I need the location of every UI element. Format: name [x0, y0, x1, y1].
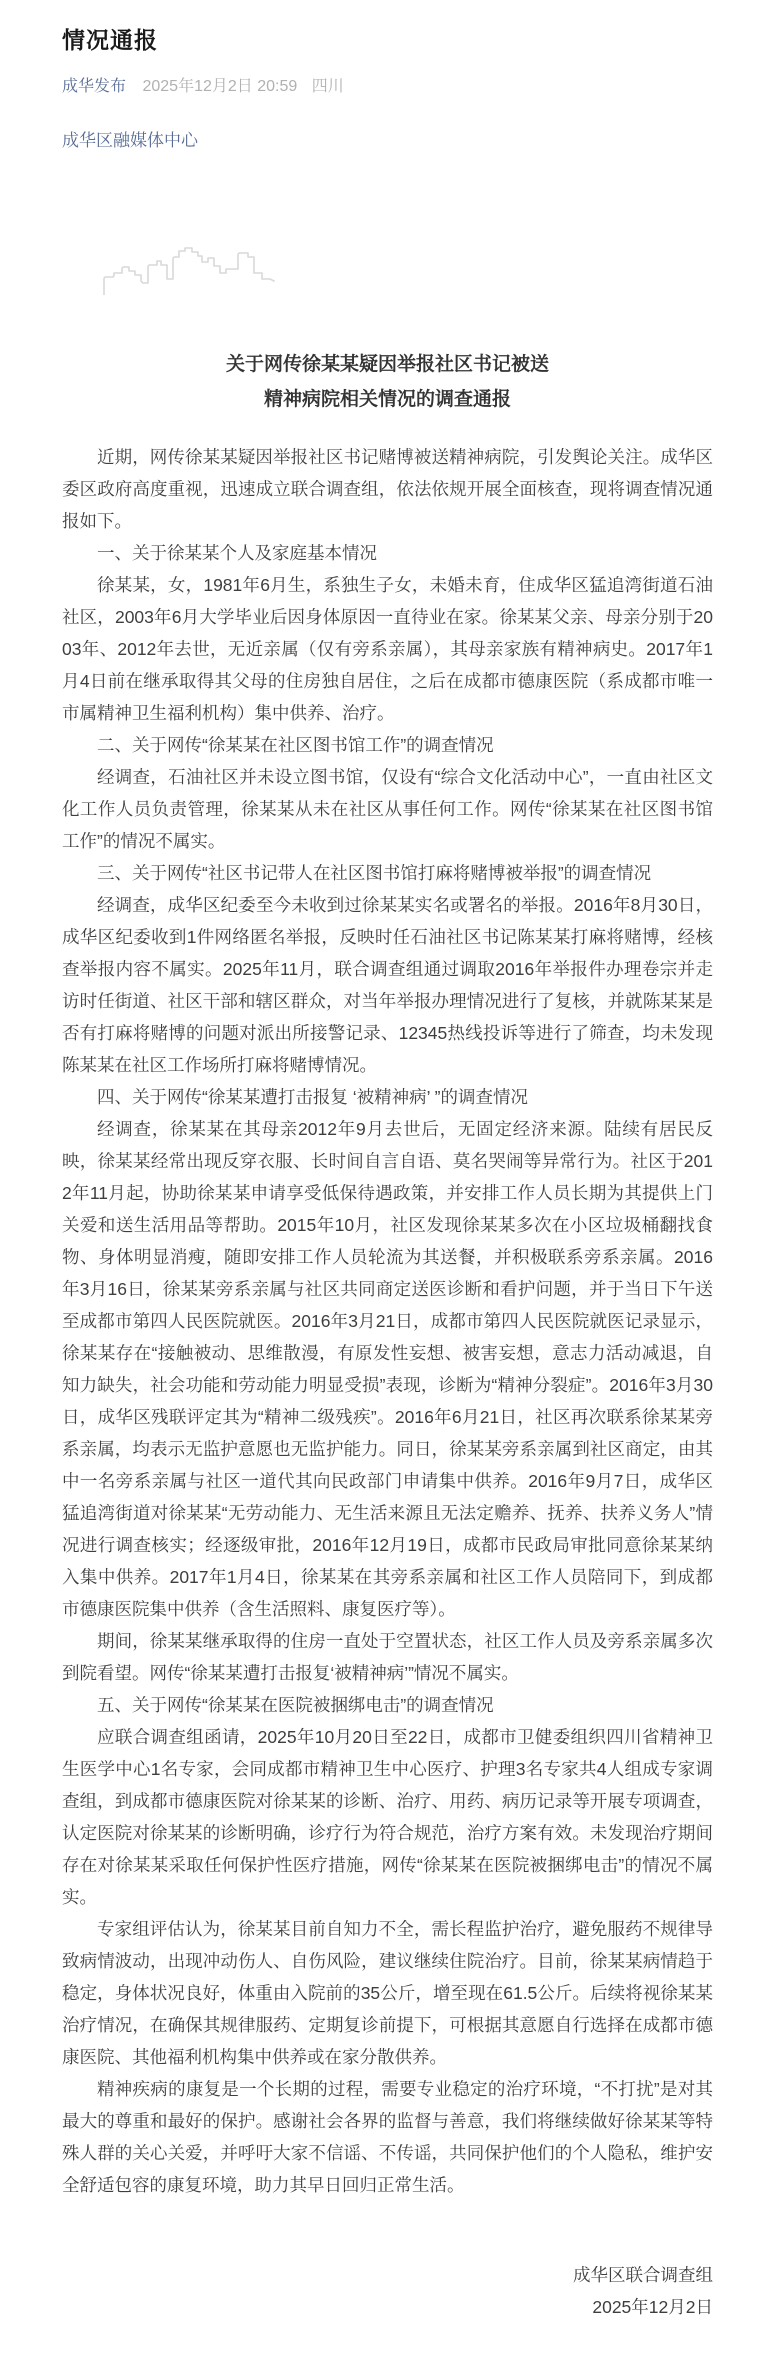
article-paragraph: 经调查，成华区纪委至今未收到过徐某某实名或署名的举报。2016年8月30日，成华区纪委收到1件网络匿名举报，反映时任石油社区书记陈某某打麻将赌博，经核查举报内容不属实。2025年11月，联合调查组通过调取2016年举报件办理卷宗并走访时任街道、社区干部和辖区群众，对当年举报办理情况进行了复核，并就陈某某是否有打麻将赌博的问题对派出所接警记录、12345热线投诉等进行了筛查，均未发现陈某某在社区工作场所打麻将赌博情况。	[62, 895, 713, 1075]
section-heading: 三、关于网传“社区书记带人在社区图书馆打麻将赌博被举报”的调查情况	[97, 863, 652, 883]
article-meta	[62, 73, 713, 96]
article-header-image[interactable]	[62, 165, 713, 333]
publish-timestamp: 2025年12月2日 20:59	[142, 78, 298, 95]
signature-line: 2025年12月2日	[592, 2297, 713, 2317]
section-heading: 二、关于网传“徐某某在社区图书馆工作”的调查情况	[97, 735, 494, 755]
notice-title	[62, 347, 713, 417]
article-body	[62, 441, 713, 2323]
publish-region: 四川	[311, 78, 344, 95]
article-paragraph: 近期，网传徐某某疑因举报社区书记赌博被送精神病院，引发舆论关注。成华区委区政府高度重视，迅速成立联合调查组，依法依规开展全面核查，现将调查情况通报如下。	[62, 447, 713, 531]
section-heading: 五、关于网传“徐某某在医院被捆绑电击”的调查情况	[97, 1695, 494, 1715]
page-title: 情况通报	[62, 27, 158, 53]
city-skyline-icon	[102, 243, 280, 295]
article-paragraph: 应联合调查组函请，2025年10月20日至22日，成都市卫健委组织四川省精神卫生医学中心1名专家，会同成都市精神卫生中心医疗、护理3名专家共4人组成专家调查组，到成都市德康医院对徐某某的诊断、治疗、用药、病历记录等开展专项调查，认定医院对徐某某的诊断明确，诊疗行为符合规范，治疗方案有效。未发现治疗期间存在对徐某某采取任何保护性医疗措施，网传“徐某某在医院被捆绑电击”的情况不属实。	[62, 1727, 713, 1907]
channel-link[interactable]: 成华区融媒体中心	[62, 131, 198, 150]
notice-title-line2: 精神病院相关情况的调查通报	[263, 389, 511, 410]
article-paragraph: 经调查，石油社区并未设立图书馆，仅设有“综合文化活动中心”，一直由社区文化工作人员负责管理，徐某某从未在社区从事任何工作。网传“徐某某在社区图书馆工作”的情况不属实。	[62, 767, 713, 851]
notice-title-line1: 关于网传徐某某疑因举报社区书记被送	[225, 354, 549, 375]
article-paragraph: 期间，徐某某继承取得的住房一直处于空置状态，社区工作人员及旁系亲属多次到院看望。网传“徐某某遭打击报复‘被精神病’”情况不属实。	[62, 1631, 713, 1683]
article-paragraph: 精神疾病的康复是一个长期的过程，需要专业稳定的治疗环境，“不打扰”是对其最大的尊重和最好的保护。感谢社会各界的监督与善意，我们将继续做好徐某某等特殊人群的关心关爱，并呼吁大家不信谣、不传谣，共同保护他们的个人隐私，维护安全舒适包容的康复环境，助力其早日回归正常生活。	[62, 2079, 713, 2195]
section-heading: 四、关于网传“徐某某遭打击报复 ‘被精神病’ ”的调查情况	[97, 1087, 529, 1107]
section-heading: 一、关于徐某某个人及家庭基本情况	[97, 543, 377, 563]
signature-line: 成华区联合调查组	[573, 2265, 713, 2285]
article-paragraph: 经调查，徐某某在其母亲2012年9月去世后，无固定经济来源。陆续有居民反映，徐某某经常出现反穿衣服、长时间自言自语、莫名哭闹等异常行为。社区于2012年11月起，协助徐某某申请享受低保待遇政策，并安排工作人员长期为其提供上门关爱和送生活用品等帮助。2015年10月，社区发现徐某某多次在小区垃圾桶翻找食物、身体明显消瘦，随即安排工作人员轮流为其送餐，并积极联系旁系亲属。2016年3月16日，徐某某旁系亲属与社区共同商定送医诊断和看护问题，并于当日下午送至成都市第四人民医院就医。2016年3月21日，成都市第四人民医院就医记录显示，徐某某存在“接触被动、思维散漫，有原发性妄想、被害妄想，意志力活动减退，自知力缺失，社会功能和劳动能力明显受损”表现，诊断为“精神分裂症”。2016年3月30日，成华区残联评定其为“精神二级残疾”。2016年6月21日，社区再次联系徐某某旁系亲属，均表示无监护意愿也无监护能力。同日，徐某某旁系亲属到社区商定，由其中一名旁系亲属与社区一道代其向民政部门申请集中供养。2016年9月7日，成华区猛追湾街道对徐某某“无劳动能力、无生活来源且无法定赡养、抚养、扶养义务人”情况进行调查核实；经逐级审批，2016年12月19日，成都市民政局审批同意徐某某纳入集中供养。2017年1月4日，徐某某在其旁系亲属和社区工作人员陪同下，到成都市德康医院集中供养（含生活照料、康复医疗等）。	[62, 1119, 713, 1619]
account-name-link[interactable]: 成华发布	[62, 78, 127, 95]
article-paragraph: 专家组评估认为，徐某某目前自知力不全，需长程监护治疗，避免服药不规律导致病情波动，出现冲动伤人、自伤风险，建议继续住院治疗。目前，徐某某病情趋于稳定，身体状况良好，体重由入院前的35公斤，增至现在61.5公斤。后续将视徐某某治疗情况，在确保其规律服药、定期复诊前提下，可根据其意愿自行选择在成都市德康医院、其他福利机构集中供养或在家分散供养。	[62, 1919, 713, 2067]
article-paragraph: 徐某某，女，1981年6月生，系独生子女，未婚未育，住成华区猛追湾街道石油社区，2003年6月大学毕业后因身体原因一直待业在家。徐某某父亲、母亲分别于2003年、2012年去世，无近亲属（仅有旁系亲属），其母亲家族有精神病史。2017年1月4日前在继承取得其父母的住房独自居住，之后在成都市德康医院（系成都市唯一市属精神卫生福利机构）集中供养、治疗。	[62, 575, 713, 723]
